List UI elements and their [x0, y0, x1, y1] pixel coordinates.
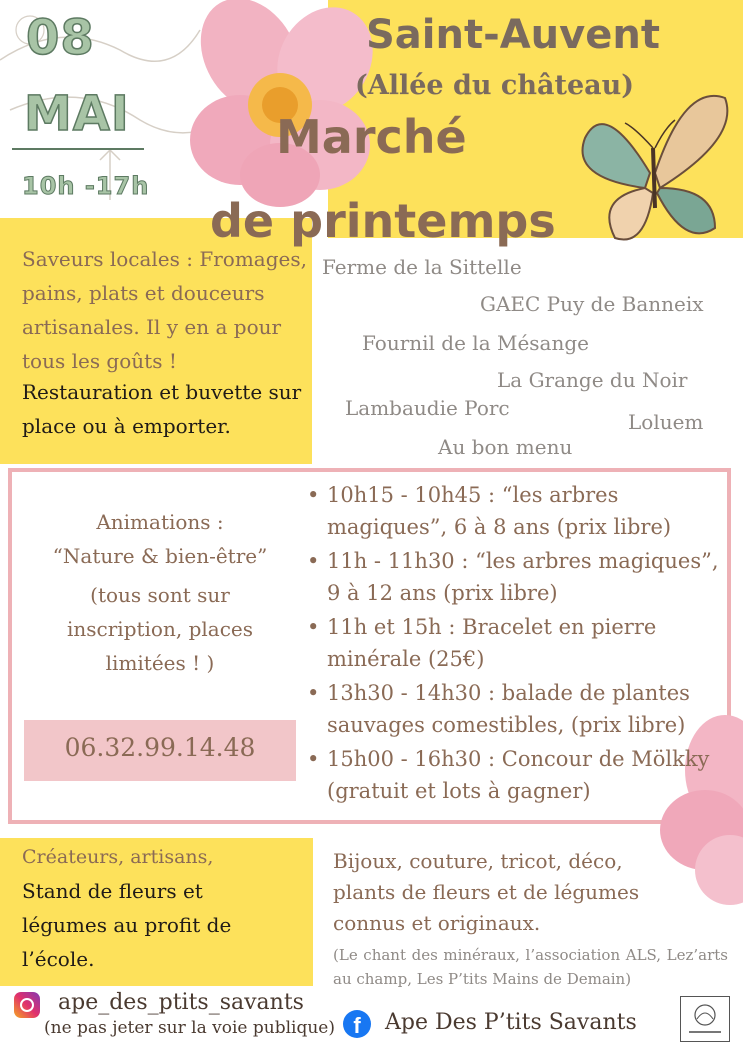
- producer-6: Loluem: [628, 410, 704, 434]
- animations-heading: Animations :: [96, 510, 224, 534]
- animation-item: • 11h - 11h30 : “les arbres magiques”, 9 à 12 ans (prix libre): [305, 545, 725, 609]
- facebook-page[interactable]: Ape Des P’tits Savants: [385, 1010, 637, 1035]
- opening-hours: 10h -17h: [22, 172, 150, 200]
- title-line1: Marché: [276, 110, 467, 164]
- phone-number[interactable]: 06.32.99.14.48: [64, 733, 256, 762]
- animation-item: • 13h30 - 14h30 : balade de plantes sauvages comestibles, (prix libre): [305, 677, 725, 741]
- town-name: Saint-Auvent: [366, 12, 660, 58]
- date-divider: [12, 148, 144, 150]
- restauration-text: Restauration et buvette sur place ou à emporter.: [22, 380, 302, 438]
- createurs-description: Bijoux, couture, tricot, déco, plants de fleurs et de légumes connus et originaux.: [333, 849, 640, 935]
- butterfly-illustration: [565, 78, 740, 253]
- date-month: MAI: [24, 86, 130, 142]
- animation-item: • 15h00 - 16h30 : Concour de Mölkky (gratuit et lots à gagner): [305, 743, 725, 807]
- facebook-icon[interactable]: f: [343, 1010, 371, 1038]
- title-line2: de printemps: [210, 194, 556, 248]
- date-day: 08: [26, 10, 95, 66]
- producer-4: La Grange du Noir: [497, 368, 688, 392]
- stand-text: Stand de fleurs et légumes au profit de l’école.: [22, 879, 232, 971]
- animations-theme: “Nature & bien-être”: [52, 544, 268, 568]
- instagram-handle[interactable]: ape_des_ptits_savants: [58, 990, 304, 1015]
- disposal-notice: (ne pas jeter sur la voie publique): [44, 1018, 335, 1038]
- saveurs-text: Saveurs locales : Fromages, pains, plats et douceurs artisanales. Il y en a pour tous les goûts !: [22, 247, 307, 373]
- producer-5: Lambaudie Porc: [345, 396, 510, 420]
- producer-3: Fournil de la Mésange: [362, 331, 589, 355]
- producer-2: GAEC Puy de Banneix: [480, 292, 704, 316]
- animation-item: • 10h15 - 10h45 : “les arbres magiques”, 6 à 8 ans (prix libre): [305, 479, 725, 543]
- createurs-label: Créateurs, artisans,: [22, 846, 214, 868]
- animation-item: • 11h et 15h : Bracelet en pierre minérale (25€): [305, 611, 725, 675]
- createurs-names: (Le chant des minéraux, l’association ALS, Lez’arts au champ, Les P’tits Mains de Demain): [333, 946, 728, 988]
- flower-illustration: [180, 0, 380, 210]
- animations-note: (tous sont sur inscription, places limitées ! ): [67, 583, 253, 675]
- location: (Allée du château): [355, 70, 635, 101]
- animations-list: [305, 479, 725, 809]
- producer-7: Au bon menu: [438, 435, 573, 459]
- school-logo: [680, 996, 730, 1042]
- producer-1: Ferme de la Sittelle: [322, 255, 522, 279]
- instagram-icon[interactable]: [14, 992, 40, 1018]
